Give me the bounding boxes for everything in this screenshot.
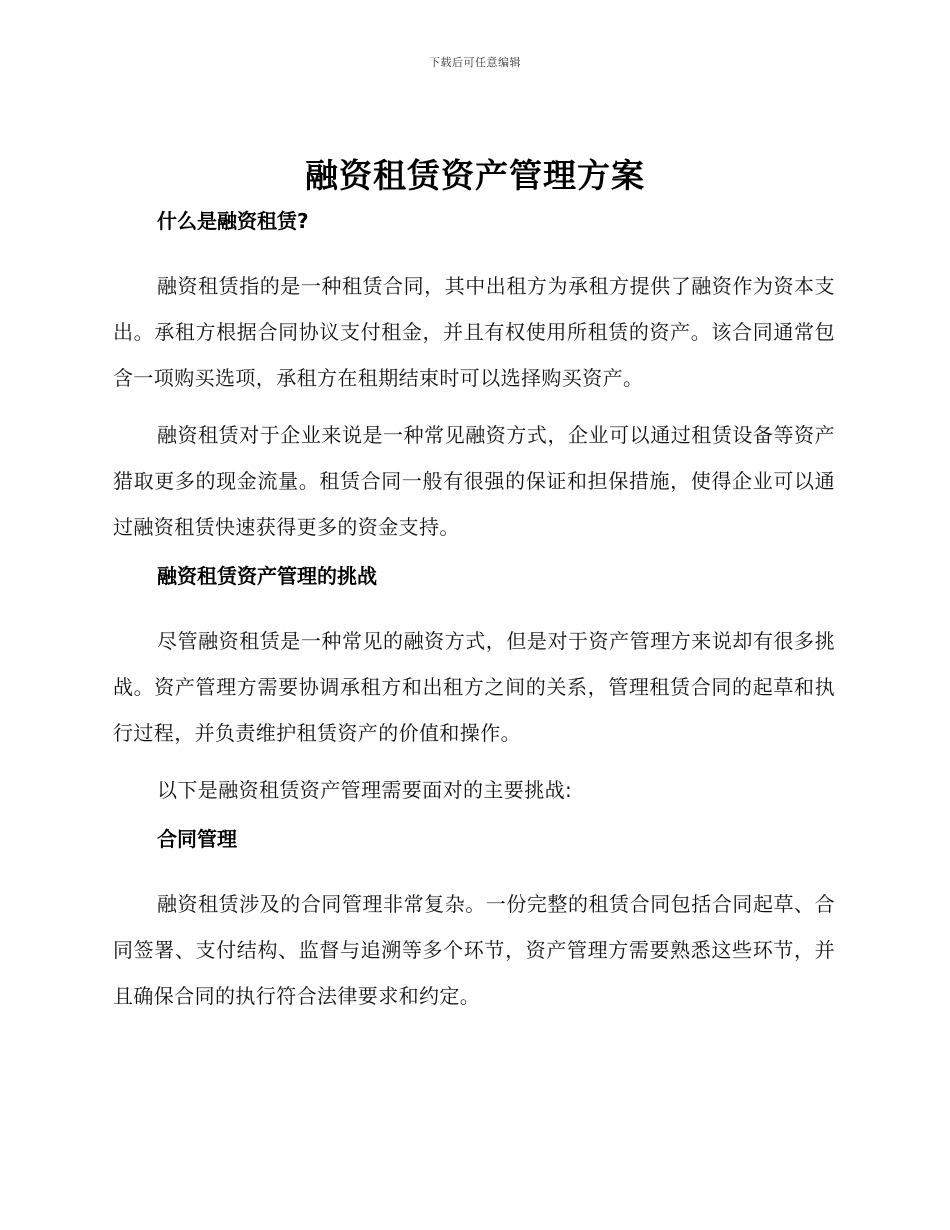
paragraph: 融资租赁对于企业来说是一种常见融资方式，企业可以通过租赁设备等资产猎取更多的现金流量。租赁合同一般有很强的保证和担保措施，使得企业可以通过融资租赁快速获得更多的资金支持。 <box>113 423 835 539</box>
section-heading-contract: 合同管理 <box>157 827 237 851</box>
section-heading-what-is: 什么是融资租赁? <box>157 209 309 233</box>
document-title: 融资租赁资产管理方案 <box>305 156 645 195</box>
document-body <box>113 205 835 1019</box>
header-note: 下载后可任意编辑 <box>429 56 521 69</box>
paragraph: 融资租赁指的是一种租赁合同，其中出租方为承租方提供了融资作为资本支出。承租方根据合同协议支付租金，并且有权使用所租赁的资产。该合同通常包含一项购买选项，承租方在租期结束时可以选择购买资产。 <box>113 274 835 390</box>
paragraph: 尽管融资租赁是一种常见的融资方式，但是对于资产管理方来说却有很多挑战。资产管理方需要协调承租方和出租方之间的关系，管理租赁合同的起草和执行过程，并负责维护租赁资产的价值和操作。 <box>113 629 835 745</box>
paragraph: 融资租赁涉及的合同管理非常复杂。一份完整的租赁合同包括合同起草、合同签署、支付结构、监督与追溯等多个环节，资产管理方需要熟悉这些环节，并且确保合同的执行符合法律要求和约定。 <box>113 892 835 1008</box>
paragraph: 以下是融资租赁资产管理需要面对的主要挑战: <box>157 778 573 802</box>
section-heading-challenges: 融资租赁资产管理的挑战 <box>157 564 377 588</box>
